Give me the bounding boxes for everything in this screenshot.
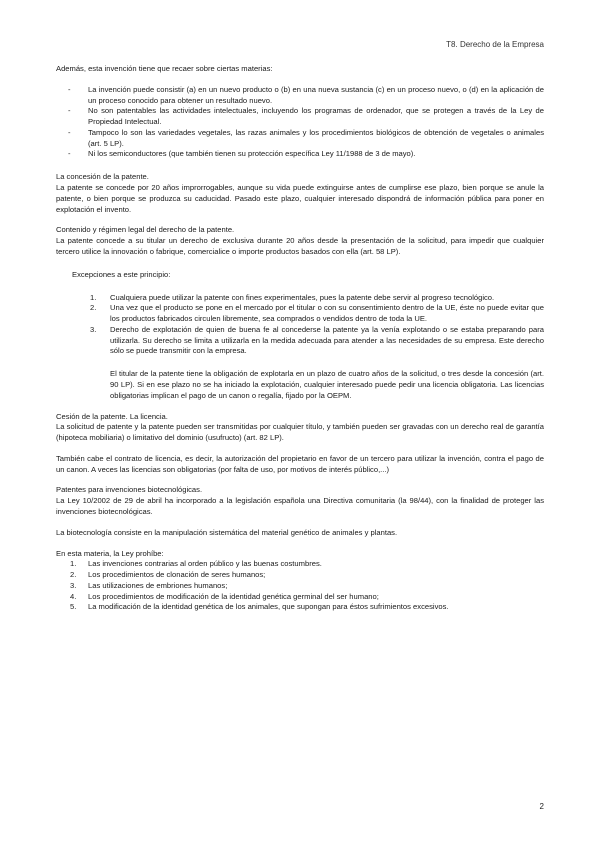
concesion-section (56, 172, 544, 215)
list-item: 4. Los procedimientos de modificación de la identidad genética germinal del ser humano; (70, 591, 379, 601)
list-item: 1. Cualquiera puede utilizar la patente con fines experimentales, pues la patente debe servir al progreso tecnológico. (90, 292, 495, 302)
excepciones-label: Excepciones a este principio: (72, 269, 171, 279)
biotec-section (56, 485, 544, 613)
paragraph: La patente se concede por 20 años improrrogables, aunque su vida puede extinguirse antes de cumplirse ese plazo, bien porque se anule la patente, o bien porque se produzca su caducidad. Pasado este plazo, cualquier interesado dispondrá de información pública para poner en explotación el invento. (56, 183, 544, 214)
list-item: - Tampoco lo son las variedades vegetales, las razas animales y los procedimientos biológicos de obtención de vegetales o animales (art. 5 LP). (68, 127, 544, 148)
list-item: - Ni los semiconductores (que también tienen su protección específica Ley 11/1988 de 3 de mayo). (68, 149, 416, 159)
list-item: 1. Las invenciones contrarias al orden público y las buenas costumbres. (70, 559, 322, 569)
section-heading: La concesión de la patente. (56, 172, 149, 182)
section-heading: Contenido y régimen legal del derecho de la patente. (56, 225, 235, 235)
intro-text: Además, esta invención tiene que recaer sobre ciertas materias: (56, 64, 273, 73)
prohibe-label: En esta materia, la Ley prohíbe: (56, 548, 164, 558)
explotacion-note: El titular de la patente tiene la obligación de explotarla en un plazo de cuatro años de la solicitud, o tres desde la concesión (art. 90 LP). Si en ese plazo no se ha iniciado la explotación, cualquier interesado puede pedir una licencia obligatoria. Las licencias obligatorias implican el pago de un canon o regalía, fijado por la OEPM. (110, 369, 544, 400)
list-item: 3. Las utilizaciones de embriones humanos; (70, 580, 228, 590)
paragraph: La solicitud de patente y la patente pueden ser transmitidas por cualquier título, y también pueden ser gravadas con un derecho real de garantía (hipoteca mobiliaria) o limitativo del dominio (usufructo) (art. 82 LP). (56, 422, 544, 443)
list-item: - No son patentables las actividades intelectuales, incluyendo los programas de ordenador, que se protegen a través de la Ley de Propiedad Intelectual. (68, 106, 544, 127)
excepciones-list (56, 293, 544, 358)
paragraph: La Ley 10/2002 de 29 de abril ha incorporado a la legislación española una Directiva comunitaria (la 98/44), con la finalidad de proteger las invenciones biotecnológicas. (56, 496, 544, 516)
page-number: 2 (539, 801, 544, 811)
list-item: 3. Derecho de explotación de quien de buena fe al concederse la patente ya la venía explotando o se estaba preparando para utilizarla. Su derecho se limita a utilizarla en la medida adecuada para atender a las necesidades de su empresa. Este derecho sólo se puede transmitir con la empresa. (90, 324, 544, 356)
cesion-section (56, 412, 544, 476)
paragraph: La biotecnología consiste en la manipulación sistemática del material genético de animales y plantas. (56, 527, 398, 537)
section-heading: Cesión de la patente. La licencia. (56, 411, 168, 421)
list-item: - La invención puede consistir (a) en un nuevo producto o (b) en una nueva sustancia (c) en un proceso nuevo, o (d) en la aplicación de un proceso conocido para obtener un resultado nuevo. (68, 84, 544, 105)
paragraph: También cabe el contrato de licencia, es decir, la autorización del propietario en favor de un tercero para utilizar la invención, contra el pago de un canon. A veces las licencias son obligatorias (por falta de uso, por motivos de interés público,...) (56, 453, 544, 474)
list-item: 2. Los procedimientos de clonación de seres humanos; (70, 570, 266, 580)
section-heading: Patentes para invenciones biotecnológicas. (56, 485, 203, 495)
prohibe-list (56, 559, 544, 613)
page-content (56, 64, 544, 613)
list-item: 2. Una vez que el producto se pone en el mercado por el titular o con su consentimiento dentro de la UE, éste no puede evitar que los productos fabricados circulen libremente, sea comprados o vendidos dentro de toda la UE. (90, 303, 544, 324)
materias-list (56, 85, 544, 160)
page-header: T8. Derecho de la Empresa (446, 40, 544, 49)
contenido-section (56, 225, 544, 257)
list-item: 5. La modificación de la identidad genética de los animales, que supongan para éstos sufrimientos excesivos. (70, 602, 449, 612)
paragraph: La patente concede a su titular un derecho de exclusiva durante 20 años desde la presentación de la solicitud, para impedir que cualquier tercero utilice la innovación o fabrique, comercialice o importe productos basados con ella (art. 58 LP). (56, 236, 544, 256)
